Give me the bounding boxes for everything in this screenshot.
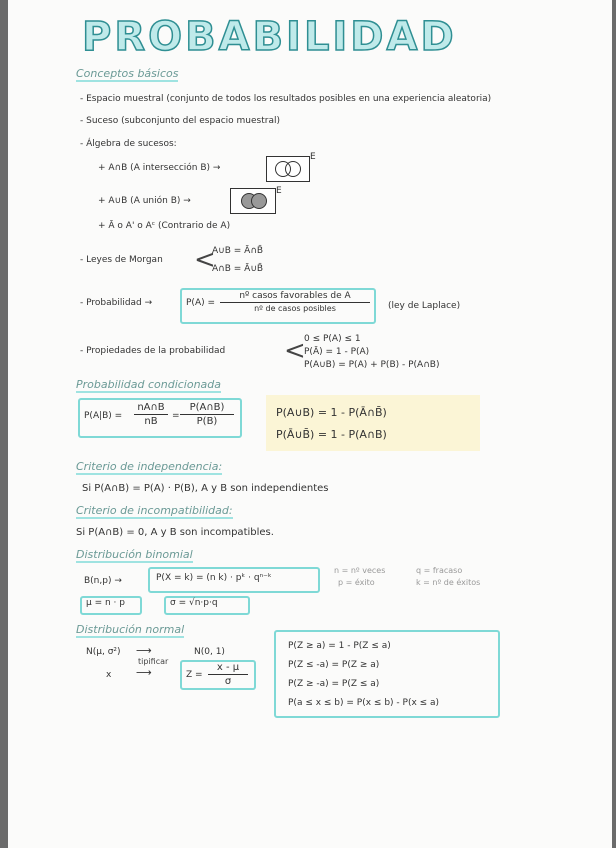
laplace-lhs: P(A) = bbox=[186, 298, 216, 308]
laplace-fraction bbox=[220, 291, 370, 313]
cond-yellow-2: P(Ā∪B̄) = 1 - P(A∩B) bbox=[276, 428, 387, 441]
heading-condicionada: Probabilidad condicionada bbox=[76, 378, 222, 391]
heading-binomial: Distribución binomial bbox=[76, 548, 193, 561]
heading-independencia: Criterio de independencia: bbox=[76, 460, 223, 473]
brace-morgan: < bbox=[194, 245, 216, 275]
z-fraction bbox=[208, 662, 248, 687]
binomial-sigma: σ = √n·p·q bbox=[170, 598, 218, 608]
z-num: x - μ bbox=[216, 662, 240, 673]
cond-fraction-2 bbox=[180, 402, 234, 427]
brace-propiedades: < bbox=[284, 336, 306, 366]
cond-lhs: P(A|B) = bbox=[84, 411, 123, 421]
union: + A∪B (A unión B) → bbox=[98, 196, 191, 206]
e-label-2: E bbox=[276, 186, 282, 196]
interseccion: + A∩B (A intersección B) → bbox=[98, 163, 221, 173]
leyes-morgan-label: - Leyes de Morgan bbox=[80, 255, 163, 265]
note-q: q = fracaso bbox=[416, 566, 463, 575]
prop-3: P(A∪B) = P(A) + P(B) - P(A∩B) bbox=[304, 360, 440, 370]
cond-den2: P(B) bbox=[196, 416, 218, 427]
note-k: k = nº de éxitos bbox=[416, 578, 481, 587]
laplace-den: nº de casos posibles bbox=[254, 304, 336, 313]
normal-n2: N(0, 1) bbox=[194, 647, 225, 657]
heading-conceptos: Conceptos básicos bbox=[76, 67, 179, 80]
cond-num2: P(A∩B) bbox=[189, 402, 225, 413]
prop-2: P(Ā) = 1 - P(A) bbox=[304, 347, 370, 357]
normal-rule-4: P(a ≤ x ≤ b) = P(x ≤ b) - P(x ≤ a) bbox=[288, 698, 440, 708]
note-p: p = éxito bbox=[338, 578, 375, 587]
ley-laplace: (ley de Laplace) bbox=[388, 301, 461, 311]
morgan-eq2: A∩B = Ā∪B̄ bbox=[212, 264, 264, 274]
page-title: PROBABILIDAD bbox=[82, 14, 457, 60]
e-label: E bbox=[310, 152, 316, 162]
note-n: n = nº veces bbox=[334, 566, 386, 575]
normal-rule-3: P(Z ≥ -a) = P(Z ≤ a) bbox=[288, 679, 380, 689]
independencia-text: Si P(A∩B) = P(A) · P(B), A y B son independientes bbox=[82, 483, 329, 494]
z-lhs: Z = bbox=[186, 670, 203, 680]
morgan-eq1: A∪B = Ā∩B̄ bbox=[212, 246, 264, 256]
contrario: + Ā o A' o Aᶜ (Contrario de A) bbox=[98, 221, 231, 231]
heading-normal: Distribución normal bbox=[76, 623, 185, 636]
highlight-yellow bbox=[266, 395, 480, 451]
binomial-mu: μ = n · p bbox=[86, 598, 125, 608]
binomial-formula: P(X = k) = (n k) · pᵏ · qⁿ⁻ᵏ bbox=[156, 573, 272, 583]
heading-incompatibilidad: Criterio de incompatibilidad: bbox=[76, 504, 233, 517]
laplace-num: nº casos favorables de A bbox=[239, 291, 351, 301]
algebra-sucesos: - Álgebra de sucesos: bbox=[80, 139, 177, 149]
espacio-muestral: - Espacio muestral (conjunto de todos los resultados posibles en una experiencia aleatoria) bbox=[80, 94, 492, 104]
z-den: σ bbox=[224, 676, 232, 687]
binomial-b: B(n,p) → bbox=[84, 576, 122, 586]
cond-fraction-1 bbox=[134, 402, 168, 427]
suceso: - Suceso (subconjunto del espacio muestral) bbox=[80, 116, 280, 126]
notebook-page bbox=[8, 0, 612, 848]
cond-den1: nB bbox=[144, 416, 158, 427]
normal-x: x bbox=[106, 670, 112, 680]
probabilidad-label: - Probabilidad → bbox=[80, 298, 153, 308]
cond-num1: nA∩B bbox=[137, 402, 165, 413]
normal-rule-1: P(Z ≥ a) = 1 - P(Z ≤ a) bbox=[288, 641, 391, 651]
incompatibilidad-text: Si P(A∩B) = 0, A y B son incompatibles. bbox=[76, 527, 274, 538]
venn-interseccion-icon bbox=[266, 156, 310, 182]
normal-rule-2: P(Z ≤ -a) = P(Z ≥ a) bbox=[288, 660, 380, 670]
arrow-z-icon: ⟶ bbox=[136, 666, 152, 679]
propiedades-label: - Propiedades de la probabilidad bbox=[80, 346, 226, 356]
venn-union-icon bbox=[230, 188, 276, 214]
tipificar-label: tipificar bbox=[138, 657, 169, 666]
cond-yellow-1: P(A∪B) = 1 - P(Ā∩B̄) bbox=[276, 406, 387, 419]
arrow-tipificar-icon: ⟶ bbox=[136, 644, 152, 657]
cond-eq: = bbox=[172, 411, 180, 421]
prop-1: 0 ≤ P(A) ≤ 1 bbox=[304, 334, 361, 344]
normal-n1: N(μ, σ²) bbox=[86, 647, 121, 657]
